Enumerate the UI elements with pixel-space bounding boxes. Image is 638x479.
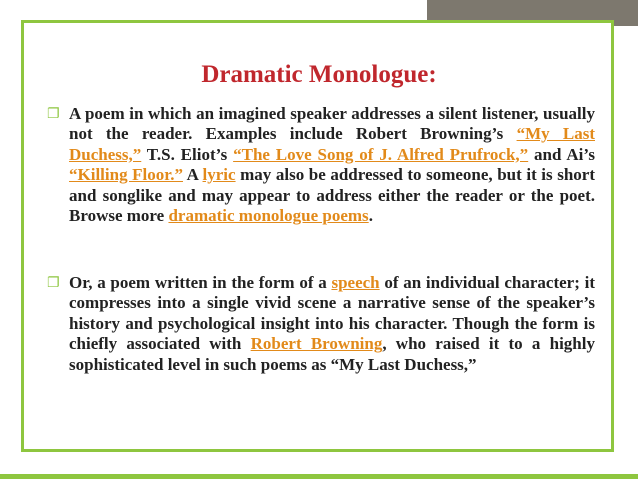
bullet2-text-a: Or, a poem written in the form of a	[69, 273, 332, 292]
bullet1-text-a: A poem in which an imagined speaker addresses a silent listener, usually not the reader. Examples include Robert Browning’s	[69, 104, 595, 144]
bullet1-text-d: A	[182, 165, 203, 185]
link-speech[interactable]: speech	[331, 273, 380, 292]
bullet1-text-f: .	[368, 206, 373, 226]
bullet1-text-b: T.S. Eliot’s	[141, 144, 234, 164]
bottom-accent-bar	[0, 474, 638, 479]
square-bullet-icon: ❐	[47, 106, 60, 122]
link-killing-floor[interactable]: “Killing Floor.”	[69, 165, 183, 185]
bullet2-text-c: , who raised it to a highly sophisticated level in such poems as “My Last Duchess,”	[69, 334, 595, 374]
link-dramatic-monologue-poems[interactable]: dramatic monologue poems	[168, 206, 369, 226]
bullet1-text-c: and Ai’s	[528, 144, 595, 164]
link-my-last-duchess[interactable]: “My Last Duchess,”	[69, 124, 595, 164]
bullet-item-1	[47, 104, 595, 226]
bullet-text-1	[69, 104, 595, 226]
link-prufrock[interactable]: “The Love Song of J. Alfred Prufrock,”	[233, 144, 529, 164]
bullet1-text-e: may also be addressed to someone, but it is short and songlike and may appear to address either the reader or the poet. Browse more	[69, 165, 595, 226]
square-bullet-icon: ❐	[47, 275, 60, 291]
slide-title: Dramatic Monologue:	[201, 61, 437, 88]
bullet-text-2	[69, 273, 595, 375]
link-lyric[interactable]: lyric	[202, 165, 236, 185]
bullet2-text-b: of an individual character; it compresses into a single vivid scene a narrative sense of the speaker’s history and psychological insight into his character. Though the form is chiefly associated with	[69, 273, 596, 354]
link-robert-browning[interactable]: Robert Browning	[250, 334, 383, 354]
bullet-item-2	[47, 273, 595, 375]
